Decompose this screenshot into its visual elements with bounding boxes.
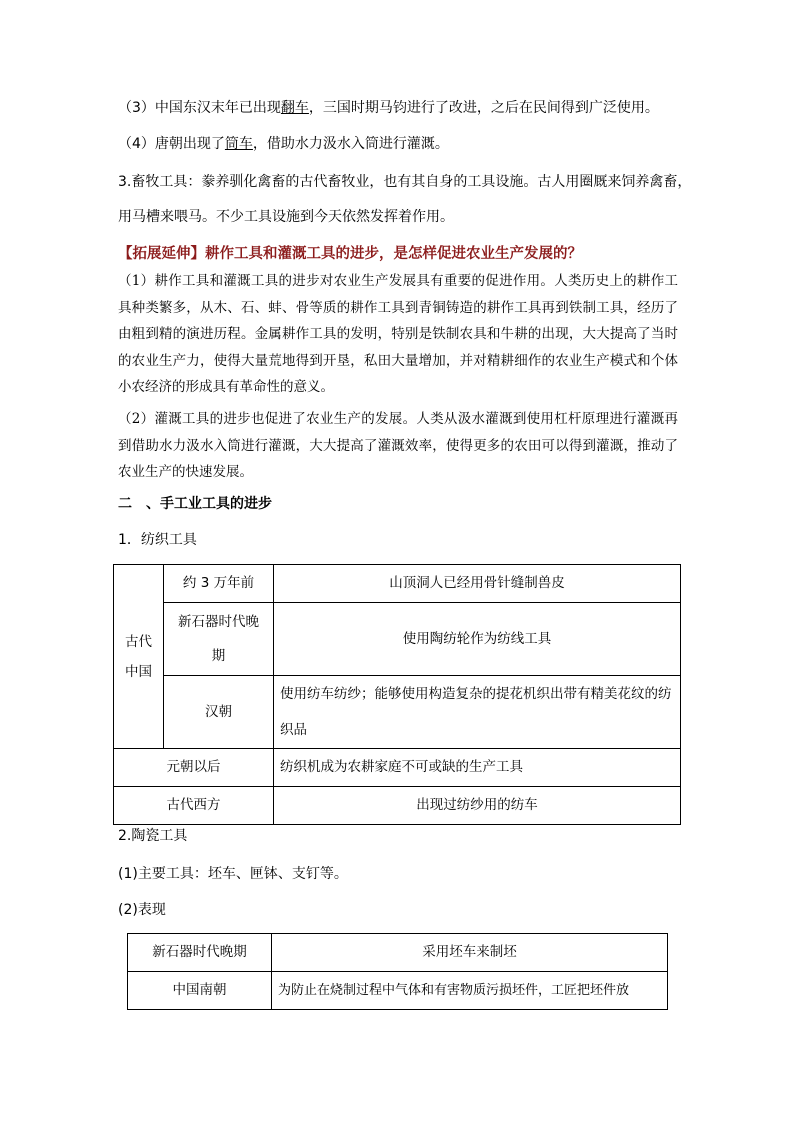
table-cell-period: 新石器时代晚期 bbox=[164, 603, 274, 676]
livestock-tools-line-2: 用马槽来喂马。不少工具设施到今天依然发挥着作用。 bbox=[118, 209, 454, 225]
ceramic-tools-subheading: 2.陶瓷工具 bbox=[118, 828, 188, 844]
section-heading: 二 、手工业工具的进步 bbox=[118, 496, 272, 512]
table-row bbox=[128, 934, 668, 972]
extension-title: 【拓展延伸】耕作工具和灌溉工具的进步，是怎样促进农业生产发展的？ bbox=[118, 245, 582, 262]
ceramic-tools-table bbox=[127, 933, 668, 1010]
table-cell-desc: 出现过纺纱用的纺车 bbox=[274, 787, 681, 825]
item-4 bbox=[118, 134, 449, 154]
ceramic-tools-main: (1)主要工具：坯车、匣钵、支钉等。 bbox=[118, 866, 348, 882]
table-cell-period: 中国南朝 bbox=[128, 972, 272, 1010]
livestock-tools-line-1: 3.畜牧工具：豢养驯化禽畜的古代畜牧业，也有其自身的工具设施。古人用圈厩来饲养禽畜， bbox=[118, 174, 692, 190]
textile-tools-table bbox=[113, 564, 681, 825]
table-cell-period: 新石器时代晚期 bbox=[128, 934, 272, 972]
extension-paragraph-2: （2）灌溉工具的进步也促进了农业生产的发展。人类从汲水灌溉到使用杠杆原理进行灌溉再到借助水力汲水入筒进行灌溉，大大提高了灌溉效率，使得更多的农田可以得到灌溉，推动了农业生产的快速发展。 bbox=[118, 411, 678, 480]
item-4-text: （4）唐朝出现了 bbox=[118, 136, 225, 152]
table-cell-period: 元朝以后 bbox=[114, 749, 274, 787]
extension-paragraph-1: （1）耕作工具和灌溉工具的进步对农业生产发展具有重要的促进作用。人类历史上的耕作工具种类繁多，从木、石、蚌、骨等质的耕作工具到青铜铸造的耕作工具再到铁制工具，经历了由粗到精的演进历程。金属耕作工具的发明，特别是铁制农具和牛耕的出现，大大提高了当时的农业生产力，使得大量荒地得到开垦，私田大量增加，并对精耕细作的农业生产模式和个体小农经济的形成具有革命性的意义。 bbox=[118, 273, 678, 395]
item-4-text-end: ，借助水力汲水入筒进行灌溉。 bbox=[252, 136, 449, 152]
table-row bbox=[114, 603, 681, 676]
table-row bbox=[114, 787, 681, 825]
table-cell-period: 古代西方 bbox=[114, 787, 274, 825]
ceramic-tools-performance: (2)表现 bbox=[118, 902, 166, 918]
item-3-text-end: ，三国时期马钧进行了改进，之后在民间得到广泛使用。 bbox=[308, 100, 659, 116]
table-cell-period: 汉朝 bbox=[164, 676, 274, 749]
table-row bbox=[114, 565, 681, 603]
table-cell-desc: 采用坯车来制坯 bbox=[272, 934, 668, 972]
table-cell-desc: 使用陶纺轮作为纺线工具 bbox=[274, 603, 681, 676]
table-cell-group: 古代中国 bbox=[114, 565, 164, 749]
table-cell-desc: 纺织机成为农耕家庭不可或缺的生产工具 bbox=[274, 749, 681, 787]
item-3-text: （3）中国东汉末年已出现 bbox=[118, 100, 281, 116]
table-cell-desc: 使用纺车纺纱；能够使用构造复杂的提花机织出带有精美花纹的纺织品 bbox=[274, 676, 681, 749]
table-row bbox=[114, 676, 681, 749]
item-3-term: 翻车 bbox=[280, 100, 309, 116]
item-3 bbox=[118, 98, 659, 118]
textile-tools-subheading: 1．纺织工具 bbox=[118, 532, 197, 548]
table-row bbox=[128, 972, 668, 1010]
table-cell-desc: 为防止在烧制过程中气体和有害物质污损坯件，工匠把坯件放 bbox=[272, 972, 668, 1010]
item-4-term: 筒车 bbox=[224, 136, 253, 152]
table-cell-desc: 山顶洞人已经用骨针缝制兽皮 bbox=[274, 565, 681, 603]
table-cell-period: 约 3 万年前 bbox=[164, 565, 274, 603]
table-row bbox=[114, 749, 681, 787]
